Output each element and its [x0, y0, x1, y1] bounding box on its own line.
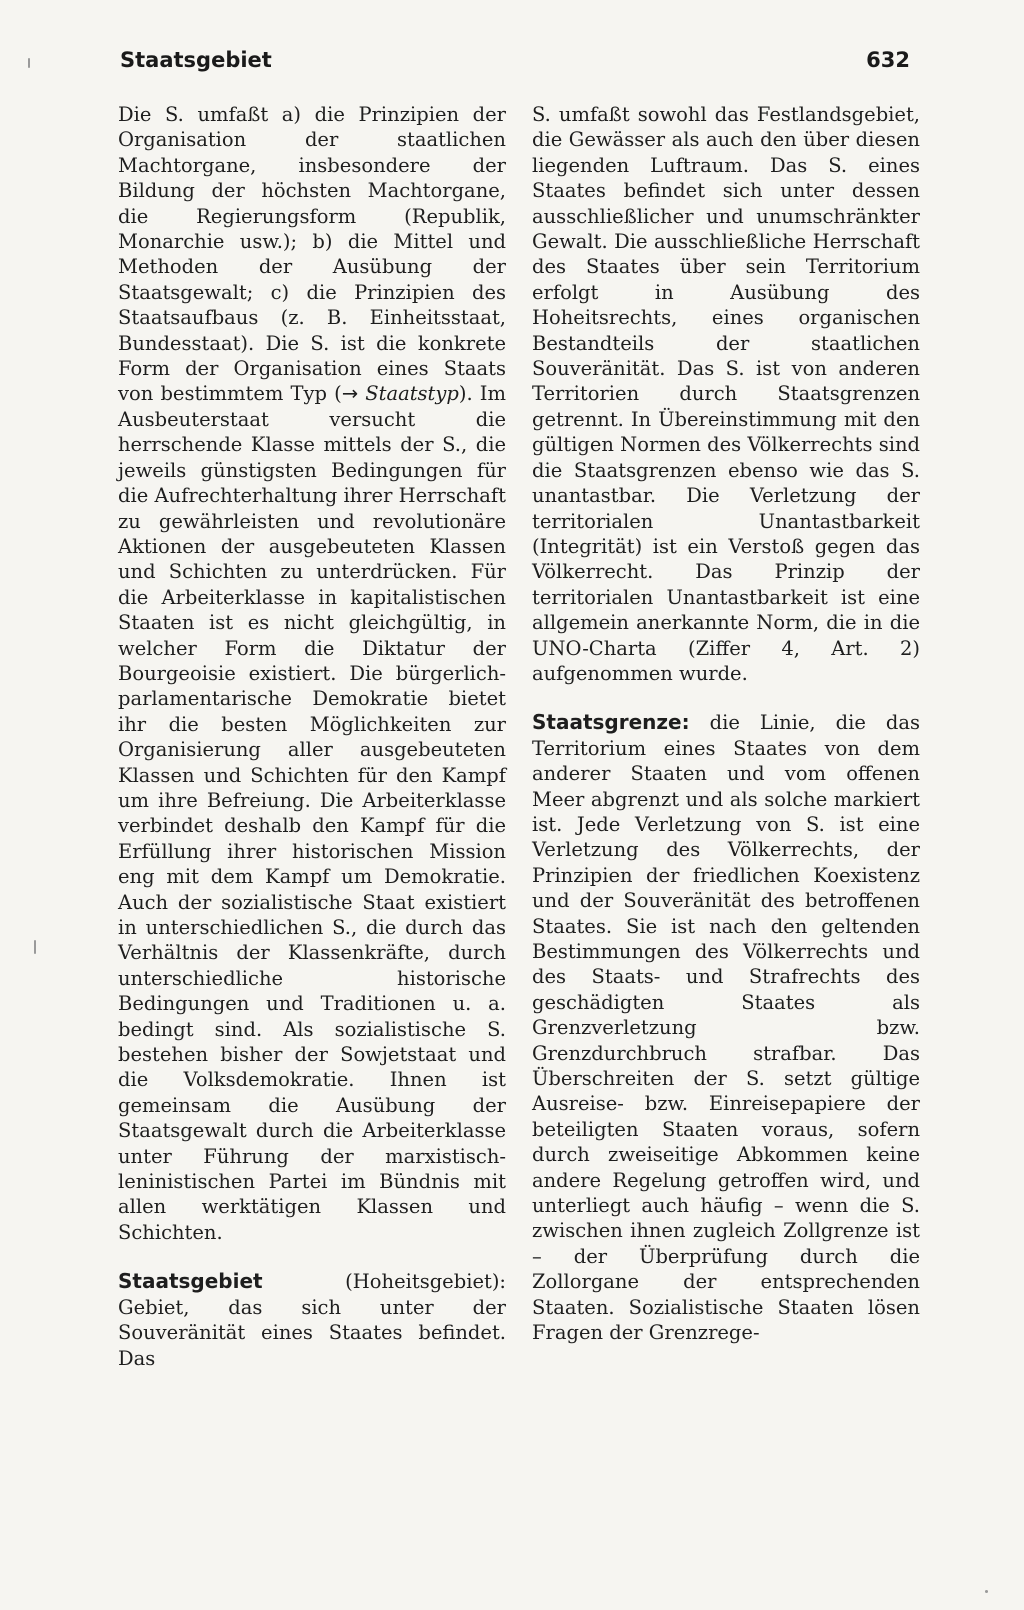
- left-column: [118, 102, 506, 1371]
- entry-staatsgrenze: [532, 710, 920, 1345]
- entry-text: die Linie, die das Territorium eines Staates von dem anderer Staaten und vom offenen Meer abgrenzt und als solche markiert ist. Jede Verletzung von S. ist eine Verletzung des Völkerrechts, der Prinzipien der friedlichen Koexistenz und der Souveränität des betroffenen Staates. Sie ist nach den geltenden Bestimmungen des Völkerrechts und des Staats- und Strafrechts des geschädigten Staates als Grenzverletzung bzw. Grenzdurchbruch strafbar. Das Überschreiten der S. setzt gültige Ausreise- bzw. Einreisepapiere der beteiligten Staaten voraus, sofern durch zweiseitige Abkommen keine andere Regelung getroffen wird, und unterliegt auch häufig – wenn die S. zwischen ihnen zugleich Zollgrenze ist – der Überprüfung durch die Zollorgane der entsprechenden Staaten. Sozialistische Staaten lösen Fragen der Grenzrege-: [532, 711, 920, 1345]
- page-number: 632: [866, 48, 910, 72]
- entry-text: (Hoheitsgebiet): Gebiet, das sich unter der Souveränität eines Staates befindet. Das: [118, 1270, 506, 1370]
- cross-reference-link: Staatstyp: [365, 382, 459, 406]
- entry-lemma: Staatsgebiet: [118, 1269, 263, 1294]
- scan-speck: [28, 58, 30, 68]
- right-column: [532, 102, 920, 1346]
- entry-staatsgebiet: [118, 1269, 506, 1371]
- paragraph-staatsform-continued: [118, 102, 506, 1245]
- entry-lemma: Staatsgrenze:: [532, 710, 690, 735]
- running-head: [120, 48, 910, 72]
- cross-reference-arrow-icon: →: [341, 382, 359, 406]
- running-title: Staatsgebiet: [120, 48, 272, 72]
- paragraph-text: Die S. umfaßt a) die Prinzipien der Organisation der staatlichen Machtorgane, insbesondere der Bildung der höchsten Machtorgane, die Regierungsform (Republik, Monarchie usw.); b) die Mittel und Methoden der Ausübung der Staatsgewalt; c) die Prinzipien des Staatsaufbaus (z. B. Einheitsstaat, Bundesstaat). Die S. ist die konkrete Form der Organisation eines Staats von bestimmtem Typ (: [118, 103, 506, 406]
- scan-speck: [34, 940, 36, 954]
- paragraph-staatsgebiet-continued: S. umfaßt sowohl das Festlandsgebiet, die Gewässer als auch den über diesen liegenden Luftraum. Das S. eines Staates befindet sich unter dessen ausschließlicher und unumschränkter Gewalt. Die ausschließliche Herrschaft des Staates über sein Territorium erfolgt in Ausübung des Hoheitsrechts, eines organischen Bestandteils der staatlichen Souveränität. Das S. ist von anderen Territorien durch Staatsgrenzen getrennt. In Übereinstimmung mit den gültigen Normen des Völkerrechts sind die Staatsgrenzen ebenso wie das S. unantastbar. Die Verletzung der territorialen Unantastbarkeit (Integrität) ist ein Verstoß gegen das Völkerrecht. Das Prinzip der territorialen Unantastbarkeit ist eine allgemein anerkannte Norm, die in die UNO-Charta (Ziffer 4, Art. 2) aufgenommen wurde.: [532, 103, 920, 685]
- scan-speck: [985, 1590, 988, 1593]
- paragraph-text-rest: ). Im Ausbeuterstaat versucht die herrschende Klasse mittels der S., die jeweils günstigsten Bedingungen für die Aufrechterhaltung ihrer Herrschaft zu gewährleisten und revolutionäre Aktionen der ausgebeuteten Klassen und Schichten zu unterdrücken. Für die Arbeiterklasse in kapitalistischen Staaten ist es nicht gleichgültig, in welcher Form die Diktatur der Bourgeoisie existiert. Die bürgerlich-parlamentarische Demokratie bietet ihr die besten Möglichkeiten zur Organisierung aller ausgebeuteten Klassen und Schichten für den Kampf um ihre Befreiung. Die Arbeiterklasse verbindet deshalb den Kampf für die Erfüllung ihrer historischen Mission eng mit dem Kampf um Demokratie. Auch der sozialistische Staat existiert in unterschiedlichen S., die durch das Verhältnis der Klassenkräfte, durch unterschiedliche historische Bedingungen und Traditionen u. a. bedingt sind. Als sozialistische S. bestehen bisher der Sowjetstaat und die Volksdemokratie. Ihnen ist gemeinsam die Ausübung der Staatsgewalt durch die Arbeiterklasse unter Führung der marxistisch-leninistischen Partei im Bündnis mit allen werktätigen Klassen und Schichten.: [118, 382, 507, 1244]
